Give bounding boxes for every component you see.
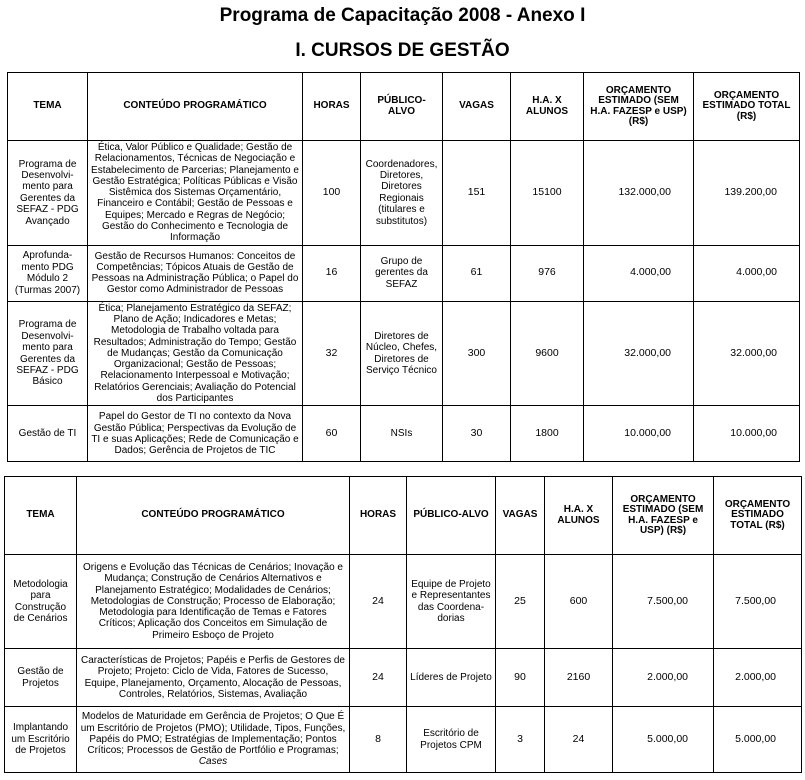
cell-tema: Gestão de Projetos — [5, 649, 77, 707]
cell-orcamento-total: 4.000,00 — [694, 245, 800, 301]
header-conteudo: CONTEÚDO PROGRAMÁTICO — [77, 477, 350, 555]
header-publico: PÚBLICO-ALVO — [361, 73, 443, 141]
cell-orcamento-estimado: 10.000,00 — [584, 406, 694, 462]
cell-orcamento-estimado: 2.000,00 — [613, 649, 714, 707]
cell-vagas: 61 — [443, 245, 511, 301]
cell-orcamento-total: 32.000,00 — [694, 301, 800, 406]
cell-vagas: 151 — [443, 141, 511, 246]
cell-horas: 32 — [303, 301, 361, 406]
cell-orcamento-total: 2.000,00 — [714, 649, 802, 707]
header-orcamento-estimado: ORÇAMENTO ESTIMADO (SEM H.A. FAZESP e USP) (R$) — [613, 477, 714, 555]
cell-publico: Coordenadores, Diretores, Diretores Regionais (titulares e substitutos) — [361, 141, 443, 246]
header-ha-alunos: H.A. X ALUNOS — [545, 477, 613, 555]
cell-conteudo-text: Modelos de Maturidade em Gerência de Projetos; O Que É um Escritório de Projetos (PMO); Utilidade, Tipos, Funções, Papéis do PMO; Estratégias de Implementação; Pontos Críticos; Processos de Gestão de Portfólio e Programas; — [80, 711, 346, 757]
cell-horas: 8 — [350, 707, 407, 773]
table-row — [5, 707, 802, 773]
cell-horas: 24 — [350, 555, 407, 649]
cell-ha-alunos: 2160 — [545, 649, 613, 707]
cell-conteudo: Ética; Planejamento Estratégico da SEFAZ; Plano de Ação; Indicadores e Metas; Metodologia de Trabalho voltada para Resultados; Administração do Tempo; Gestão de Mudanças; Gestão da Comunicação Organizacional; Gestão de Pessoas; Relacionamento Interpessoal e Motivação; Relatórios Gerenciais; Avaliação do Potencial dos Participantes — [88, 301, 303, 406]
cell-conteudo: Ética, Valor Público e Qualidade; Gestão de Relacionamentos, Técnicas de Negociação e Estabelecimento de Parcerias; Planejamento e Gestão Estratégica; Políticas Públicas e Visão Sistêmica dos Sistemas Orçamentário, Financeiro e Contábil; Gestão de Pessoas e Equipes; Mercado e Regras de Negócio; Gestão do Conhecimento e Tecnologia de Informação — [88, 141, 303, 246]
cell-tema: Metodologia para Construção de Cenários — [5, 555, 77, 649]
cell-orcamento-total: 10.000,00 — [694, 406, 800, 462]
table-row — [5, 649, 802, 707]
cell-publico: Diretores de Núcleo, Chefes, Diretores de Serviço Técnico — [361, 301, 443, 406]
cell-conteudo: Papel do Gestor de TI no contexto da Nova Gestão Pública; Perspectivas da Evolução de TI e suas Aplicações; Rede de Comunicação e Dados; Gerência de Projetos de TIC — [88, 406, 303, 462]
cell-horas: 16 — [303, 245, 361, 301]
cell-publico: Equipe de Projeto e Representantes das Coordena-dorias — [407, 555, 496, 649]
cell-tema: Programa de Desenvolvi-mento para Gerentes da SEFAZ - PDG Avançado — [8, 141, 88, 246]
cell-vagas: 90 — [496, 649, 545, 707]
header-horas: HORAS — [303, 73, 361, 141]
cell-conteudo: Origens e Evolução das Técnicas de Cenários; Inovação e Mudança; Construção de Cenários Alternativos e Planejamento Estratégico; Modalidades de Cenários; Metodologias de Construção; Processo de Elaboração; Metodologia para Identificação de Temas e Fatores Críticos; Aplicação dos Conceitos em Simulação de Primeiro Esboço de Projeto — [77, 555, 350, 649]
header-tema: TEMA — [5, 477, 77, 555]
cell-conteudo-cases: Cases — [198, 756, 228, 768]
cell-tema: Programa de Desenvolvi-mento para Gerentes da SEFAZ - PDG Básico — [8, 301, 88, 406]
cell-ha-alunos: 9600 — [511, 301, 584, 406]
cell-publico: Escritório de Projetos CPM — [407, 707, 496, 773]
table-row — [8, 141, 800, 246]
cell-ha-alunos: 24 — [545, 707, 613, 773]
cell-ha-alunos: 976 — [511, 245, 584, 301]
cell-ha-alunos: 15100 — [511, 141, 584, 246]
cell-publico: Líderes de Projeto — [407, 649, 496, 707]
header-vagas: VAGAS — [496, 477, 545, 555]
header-conteudo: CONTEÚDO PROGRAMÁTICO — [88, 73, 303, 141]
cell-vagas: 25 — [496, 555, 545, 649]
cell-orcamento-estimado: 7.500,00 — [613, 555, 714, 649]
cell-publico: NSIs — [361, 406, 443, 462]
cell-orcamento-estimado: 5.000,00 — [613, 707, 714, 773]
table-header-row — [8, 73, 800, 141]
cell-ha-alunos: 1800 — [511, 406, 584, 462]
header-ha-alunos: H.A. X ALUNOS — [511, 73, 584, 141]
courses-table-1 — [7, 72, 800, 462]
cell-orcamento-estimado: 4.000,00 — [584, 245, 694, 301]
cell-conteudo: Características de Projetos; Papéis e Perfis de Gestores de Projeto; Projeto: Ciclo de Vida, Fatores de Sucesso, Equipe, Planejamento, Orçamento, Alocação de Pessoas, Controles, Relatórios, Sistemas, Avaliação — [77, 649, 350, 707]
header-orcamento-total: ORÇAMENTO ESTIMADO TOTAL (R$) — [714, 477, 802, 555]
cell-vagas: 30 — [443, 406, 511, 462]
cell-vagas: 300 — [443, 301, 511, 406]
cell-orcamento-total: 7.500,00 — [714, 555, 802, 649]
cell-tema: Implantando um Escritório de Projetos — [5, 707, 77, 773]
header-vagas: VAGAS — [443, 73, 511, 141]
cell-tema: Gestão de TI — [8, 406, 88, 462]
header-tema: TEMA — [8, 73, 88, 141]
cell-orcamento-total: 5.000,00 — [714, 707, 802, 773]
cell-horas: 60 — [303, 406, 361, 462]
table-row — [8, 301, 800, 406]
table-row — [5, 555, 802, 649]
cell-horas: 100 — [303, 141, 361, 246]
cell-publico: Grupo de gerentes da SEFAZ — [361, 245, 443, 301]
section-title: I. CURSOS DE GESTÃO — [295, 40, 510, 61]
header-orcamento-estimado: ORÇAMENTO ESTIMADO (SEM H.A. FAZESP e USP) (R$) — [584, 73, 694, 141]
header-horas: HORAS — [350, 477, 407, 555]
table-row — [8, 406, 800, 462]
table-row — [8, 245, 800, 301]
cell-ha-alunos: 600 — [545, 555, 613, 649]
cell-tema: Aprofunda-mento PDG Módulo 2 (Turmas 2007) — [8, 245, 88, 301]
cell-orcamento-estimado: 132.000,00 — [584, 141, 694, 246]
cell-conteudo — [77, 707, 350, 773]
cell-orcamento-total: 139.200,00 — [694, 141, 800, 246]
cell-vagas: 3 — [496, 707, 545, 773]
cell-conteudo: Gestão de Recursos Humanos: Conceitos de Competências; Tópicos Atuais de Gestão de Pessoas na Administração Pública; o Papel do Gestor como Administrador de Pessoas — [88, 245, 303, 301]
table-header-row — [5, 477, 802, 555]
header-orcamento-total: ORÇAMENTO ESTIMADO TOTAL (R$) — [694, 73, 800, 141]
cell-horas: 24 — [350, 649, 407, 707]
document-title: Programa de Capacitação 2008 - Anexo I — [219, 5, 586, 26]
courses-table-2 — [4, 476, 802, 773]
header-publico: PÚBLICO-ALVO — [407, 477, 496, 555]
cell-orcamento-estimado: 32.000,00 — [584, 301, 694, 406]
